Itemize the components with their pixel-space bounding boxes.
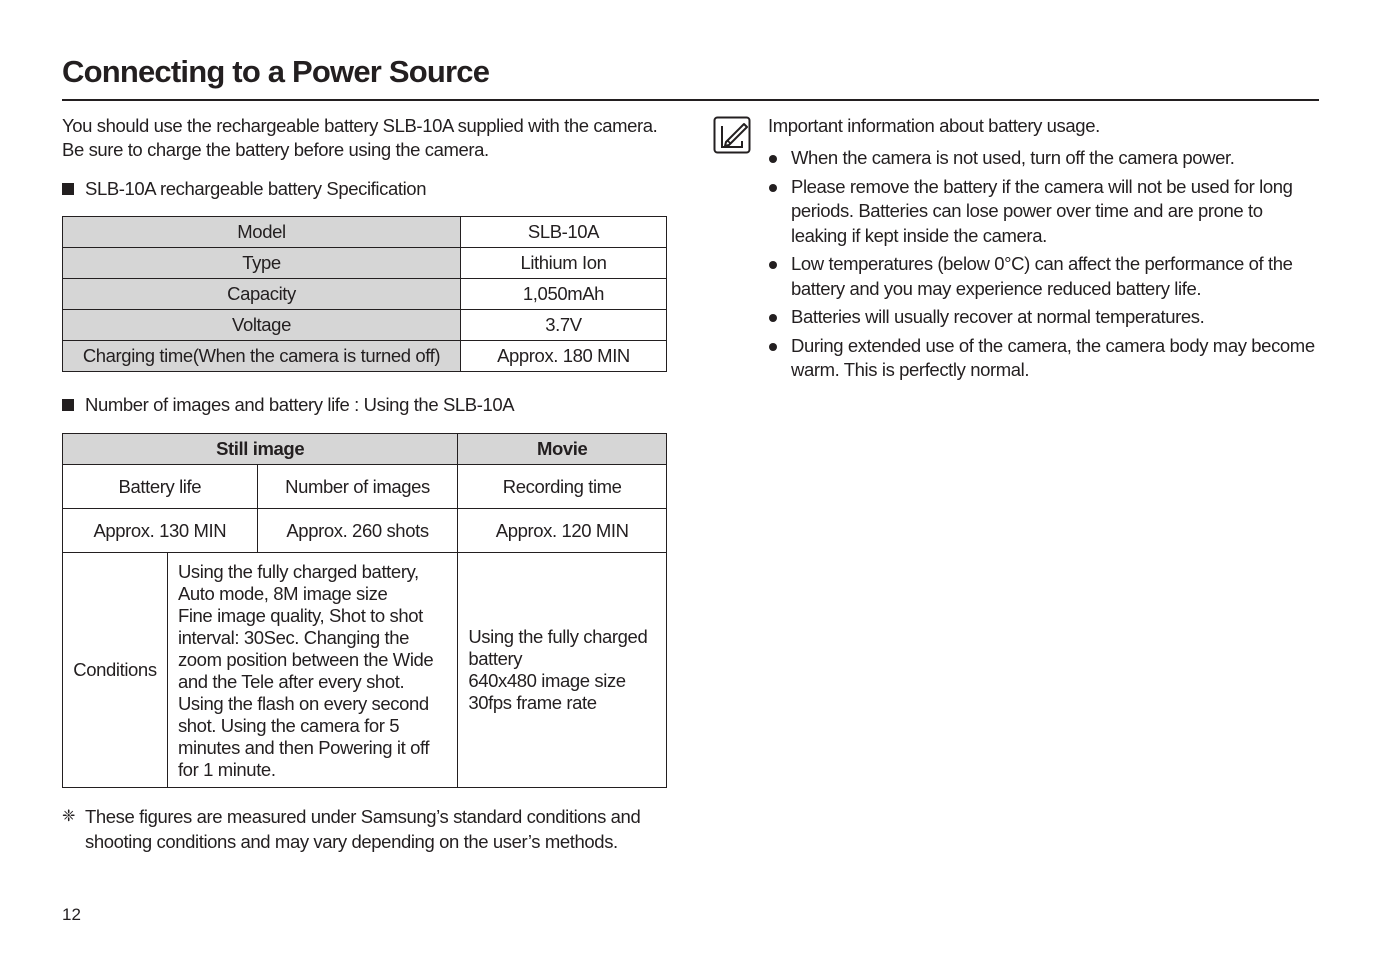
condition-line: minutes and then Powering it off	[177, 737, 430, 758]
number-images-value: Approx. 260 shots	[257, 509, 458, 553]
spec-value-cell: 1,050mAh	[461, 279, 667, 310]
list-item-line: Please remove the battery if the camera will not be used for long	[791, 175, 1293, 197]
condition-line: Auto mode, 8M image size	[177, 583, 388, 604]
bullet-dot-icon	[769, 343, 777, 351]
bullet-dot-icon	[769, 261, 777, 269]
table-header-row	[63, 434, 667, 465]
condition-line: and the Tele after every shot.	[177, 671, 405, 692]
list-item-line: leaking if kept inside the camera.	[791, 224, 1047, 246]
battery-life-table	[62, 433, 667, 788]
square-bullet-icon	[62, 183, 74, 195]
table-row	[63, 248, 667, 279]
spec-label-cell: Model	[63, 217, 461, 248]
asterisk-mark-icon: ❈	[62, 808, 76, 825]
movie-conditions-cell	[458, 553, 667, 788]
battery-life-value: Approx. 130 MIN	[63, 509, 258, 553]
intro-paragraph	[62, 114, 682, 162]
condition-line: 30fps frame rate	[468, 692, 597, 713]
still-image-header: Still image	[63, 434, 458, 465]
spec-label-cell: Voltage	[63, 310, 461, 341]
table-row	[63, 465, 667, 509]
list-item	[768, 334, 1328, 383]
condition-line: shot. Using the camera for 5	[177, 715, 400, 736]
table-row	[63, 217, 667, 248]
battery-life-label: Battery life	[63, 465, 258, 509]
still-conditions-cell	[167, 553, 457, 788]
list-item-line: periods. Batteries can lose power over time and are prone to	[791, 200, 1263, 221]
condition-line: Fine image quality, Shot to shot	[177, 605, 423, 626]
footnote	[62, 804, 682, 854]
list-item	[768, 252, 1328, 301]
spec-value-cell: Lithium Ion	[461, 248, 667, 279]
list-item-line: Low temperatures (below 0°C) can affect the performance of the	[791, 253, 1293, 274]
list-item-line: battery and you may experience reduced battery life.	[791, 277, 1202, 299]
spec-label-cell: Capacity	[63, 279, 461, 310]
table-row	[63, 310, 667, 341]
condition-line: for 1 minute.	[177, 759, 276, 780]
spec-value-cell: 3.7V	[461, 310, 667, 341]
condition-line: Using the flash on every second	[177, 693, 429, 714]
condition-line: Using the fully charged battery,	[177, 561, 419, 582]
square-bullet-icon	[62, 399, 74, 411]
spec-label-cell: Charging time(When the camera is turned off)	[63, 341, 461, 372]
table-row	[63, 553, 667, 788]
condition-line: Using the fully charged	[468, 626, 648, 647]
condition-line: zoom position between the Wide	[177, 649, 434, 670]
info-title: Important information about battery usage.	[768, 115, 1100, 136]
condition-line: 640x480 image size	[468, 670, 626, 691]
table-row	[63, 341, 667, 372]
spec-heading-text: SLB-10A rechargeable battery Specification	[85, 178, 427, 199]
battery-spec-table	[62, 216, 667, 372]
table-row	[63, 509, 667, 553]
memo-pencil-icon	[713, 116, 751, 154]
spec-value-cell: SLB-10A	[461, 217, 667, 248]
condition-line: battery	[468, 648, 523, 669]
conditions-label: Conditions	[63, 553, 168, 788]
page-number: 12	[62, 905, 81, 924]
list-item-line: During extended use of the camera, the camera body may become	[791, 334, 1315, 356]
footnote-line: These figures are measured under Samsung’s standard conditions and	[85, 806, 641, 827]
number-images-label: Number of images	[257, 465, 458, 509]
bullet-dot-icon	[769, 184, 777, 192]
bullet-dot-icon	[769, 314, 777, 322]
footnote-line: shooting conditions and may vary depending on the user’s methods.	[85, 831, 618, 852]
intro-line: Be sure to charge the battery before using the camera.	[62, 139, 489, 160]
list-item	[768, 305, 1328, 330]
spec-value-cell: Approx. 180 MIN	[461, 341, 667, 372]
life-section-heading	[62, 394, 514, 416]
list-item-line: Batteries will usually recover at normal temperatures.	[791, 306, 1205, 327]
life-heading-text: Number of images and battery life : Using the SLB-10A	[85, 394, 515, 415]
bullet-dot-icon	[769, 155, 777, 163]
info-list	[768, 146, 1328, 383]
list-item-line: When the camera is not used, turn off the camera power.	[791, 147, 1235, 168]
recording-time-label: Recording time	[458, 465, 667, 509]
spec-section-heading	[62, 178, 426, 200]
intro-line: You should use the rechargeable battery SLB-10A supplied with the camera.	[62, 115, 658, 136]
movie-header: Movie	[458, 434, 667, 465]
condition-line: interval: 30Sec. Changing the	[177, 627, 410, 648]
list-item-line: warm. This is perfectly normal.	[791, 359, 1030, 380]
list-item	[768, 175, 1328, 249]
recording-time-value: Approx. 120 MIN	[458, 509, 667, 553]
list-item	[768, 146, 1328, 171]
page-title: Connecting to a Power Source	[62, 54, 490, 89]
title-divider	[62, 99, 1319, 101]
info-panel	[768, 114, 1328, 387]
spec-label-cell: Type	[63, 248, 461, 279]
table-row	[63, 279, 667, 310]
